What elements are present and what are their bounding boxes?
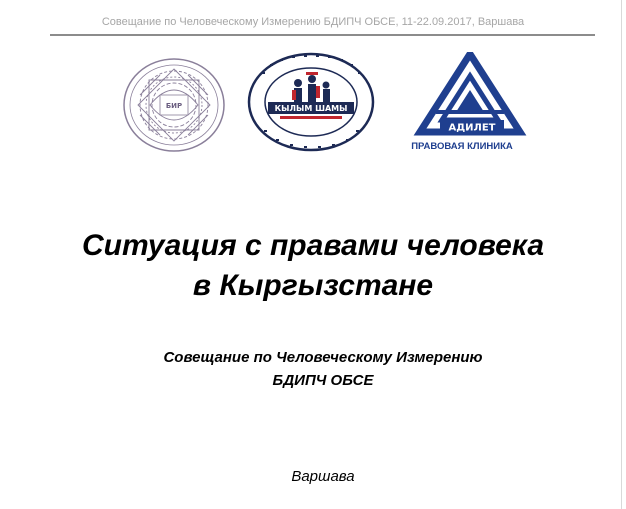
subtitle-line-2: БДИПЧ ОБСЕ bbox=[272, 372, 374, 389]
seal-label: БИР bbox=[165, 102, 183, 110]
document-subtitle bbox=[0, 346, 626, 392]
header-rule bbox=[50, 34, 595, 36]
adilet-logo bbox=[410, 52, 530, 154]
seal-logo bbox=[120, 55, 228, 155]
adilet-name: АДИЛЕТ bbox=[448, 122, 496, 134]
document-city: Варшава bbox=[291, 468, 355, 485]
running-header: Совещание по Человеческому Измерению БДИПЧ ОБСЕ, 11-22.09.2017, Варшава bbox=[101, 16, 525, 28]
title-line-1: Ситуация с правами человека bbox=[81, 229, 545, 262]
document-title bbox=[0, 226, 626, 306]
kylym-banner-text: КЫЛЫМ ШАМЫ bbox=[274, 104, 348, 113]
adilet-caption: ПРАВОВАЯ КЛИНИКА bbox=[411, 141, 513, 152]
subtitle-line-1: Совещание по Человеческому Измерению bbox=[163, 349, 483, 366]
kylym-shamy-logo bbox=[246, 52, 376, 152]
title-line-2: в Кыргызстане bbox=[192, 269, 434, 302]
